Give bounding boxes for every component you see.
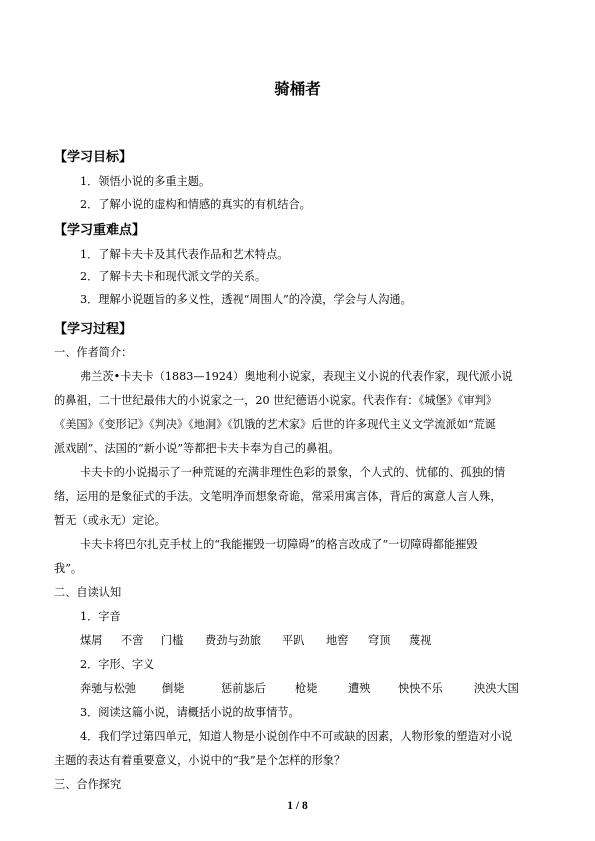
- paragraph-line: 卡夫卡将巴尔扎克手杖上的“我能摧毁一切障碍”的格言改成了“一切障碍都能摧毁: [80, 538, 478, 551]
- paragraph-line: 派戏剧”、法国的“新小说”等都把卡夫卡奉为自己的鼻祖。: [54, 442, 340, 455]
- vocab-word: 枪毙: [295, 682, 318, 695]
- question-item: 4．我们学过第四单元，知道人物是小说创作中不可或缺的因素，人物形象的塑造对小说: [80, 730, 513, 743]
- question-item: 3．阅读这篇小说，请概括小说的故事情节。: [80, 706, 300, 719]
- vocab-word: 地窖: [326, 634, 349, 647]
- vocab-word: 泱泱大国: [474, 682, 519, 695]
- vocab-word: 倒毙: [162, 682, 185, 695]
- goal-item: 1．领悟小说的多重主题。: [80, 175, 211, 188]
- question-item: 2．字形、字义: [80, 658, 155, 671]
- key-points-heading: 【学习重难点】: [54, 223, 146, 238]
- vocab-word: 门槛: [161, 634, 184, 647]
- vocab-word: 平趴: [282, 634, 305, 647]
- question-item: 1．字音: [80, 610, 121, 623]
- key-point-item: 3．理解小说题旨的多义性，透视“周围人”的冷漠，学会与人沟通。: [80, 293, 412, 306]
- paragraph-line: 我”。: [54, 562, 83, 575]
- paragraph-line: 《美国》《变形记》《判决》《地洞》《饥饿的艺术家》后世的许多现代主义文学流派如“荒诞: [54, 418, 497, 431]
- paragraph-line: 卡夫卡的小说揭示了一种荒诞的充满非理性色彩的景象，个人式的、忧郁的、孤独的情: [80, 466, 506, 479]
- goal-item: 2．了解小说的虚构和情感的真实的有机结合。: [80, 198, 311, 211]
- vocab-word: 蔑视: [409, 634, 432, 647]
- paragraph-line: 暂无（或永无）定论。: [54, 514, 166, 527]
- document-title: 骑桶者: [274, 80, 321, 98]
- vocab-word: 奔驰与松弛: [80, 682, 136, 695]
- learning-process-heading: 【学习过程】: [54, 322, 133, 337]
- question-item: 主题的表达有着重要意义，小说中的“我”是个怎样的形象？: [54, 754, 346, 767]
- vocab-word: 遭殃: [348, 682, 371, 695]
- vocab-word: 惩前毖后: [221, 682, 266, 695]
- vocab-word: 怏怏不乐: [398, 682, 443, 695]
- vocab-word: 穹顶: [368, 634, 391, 647]
- section-title-self-reading: 二、自读认知: [54, 586, 122, 599]
- key-point-item: 2．了解卡夫卡和现代派文学的关系。: [80, 270, 267, 283]
- section-title-cooperative: 三、合作探究: [54, 778, 122, 791]
- vocab-word: 不啻: [121, 634, 144, 647]
- paragraph-line: 弗兰茨•卡夫卡（1883—1924）奥地利小说家，表现主义小说的代表作家，现代派小说: [80, 370, 513, 383]
- vocab-word: 费劲与劲旅: [205, 634, 261, 647]
- page-number: 1 / 8: [287, 800, 308, 812]
- key-point-item: 1．了解卡夫卡及其代表作品和艺术特点。: [80, 248, 289, 261]
- learning-goals-heading: 【学习目标】: [54, 150, 133, 165]
- paragraph-line: 的鼻祖，二十世纪最伟大的小说家之一，20 世纪德语小说家。代表作有：《城堡》《审判》: [54, 394, 497, 407]
- section-title-author: 一、作者简介：: [54, 346, 133, 359]
- vocab-word: 煤屑: [80, 634, 103, 647]
- paragraph-line: 绪，运用的是象征式的手法。文笔明净而想象奇诡，常采用寓言体，背后的寓意人言人殊，: [54, 490, 502, 503]
